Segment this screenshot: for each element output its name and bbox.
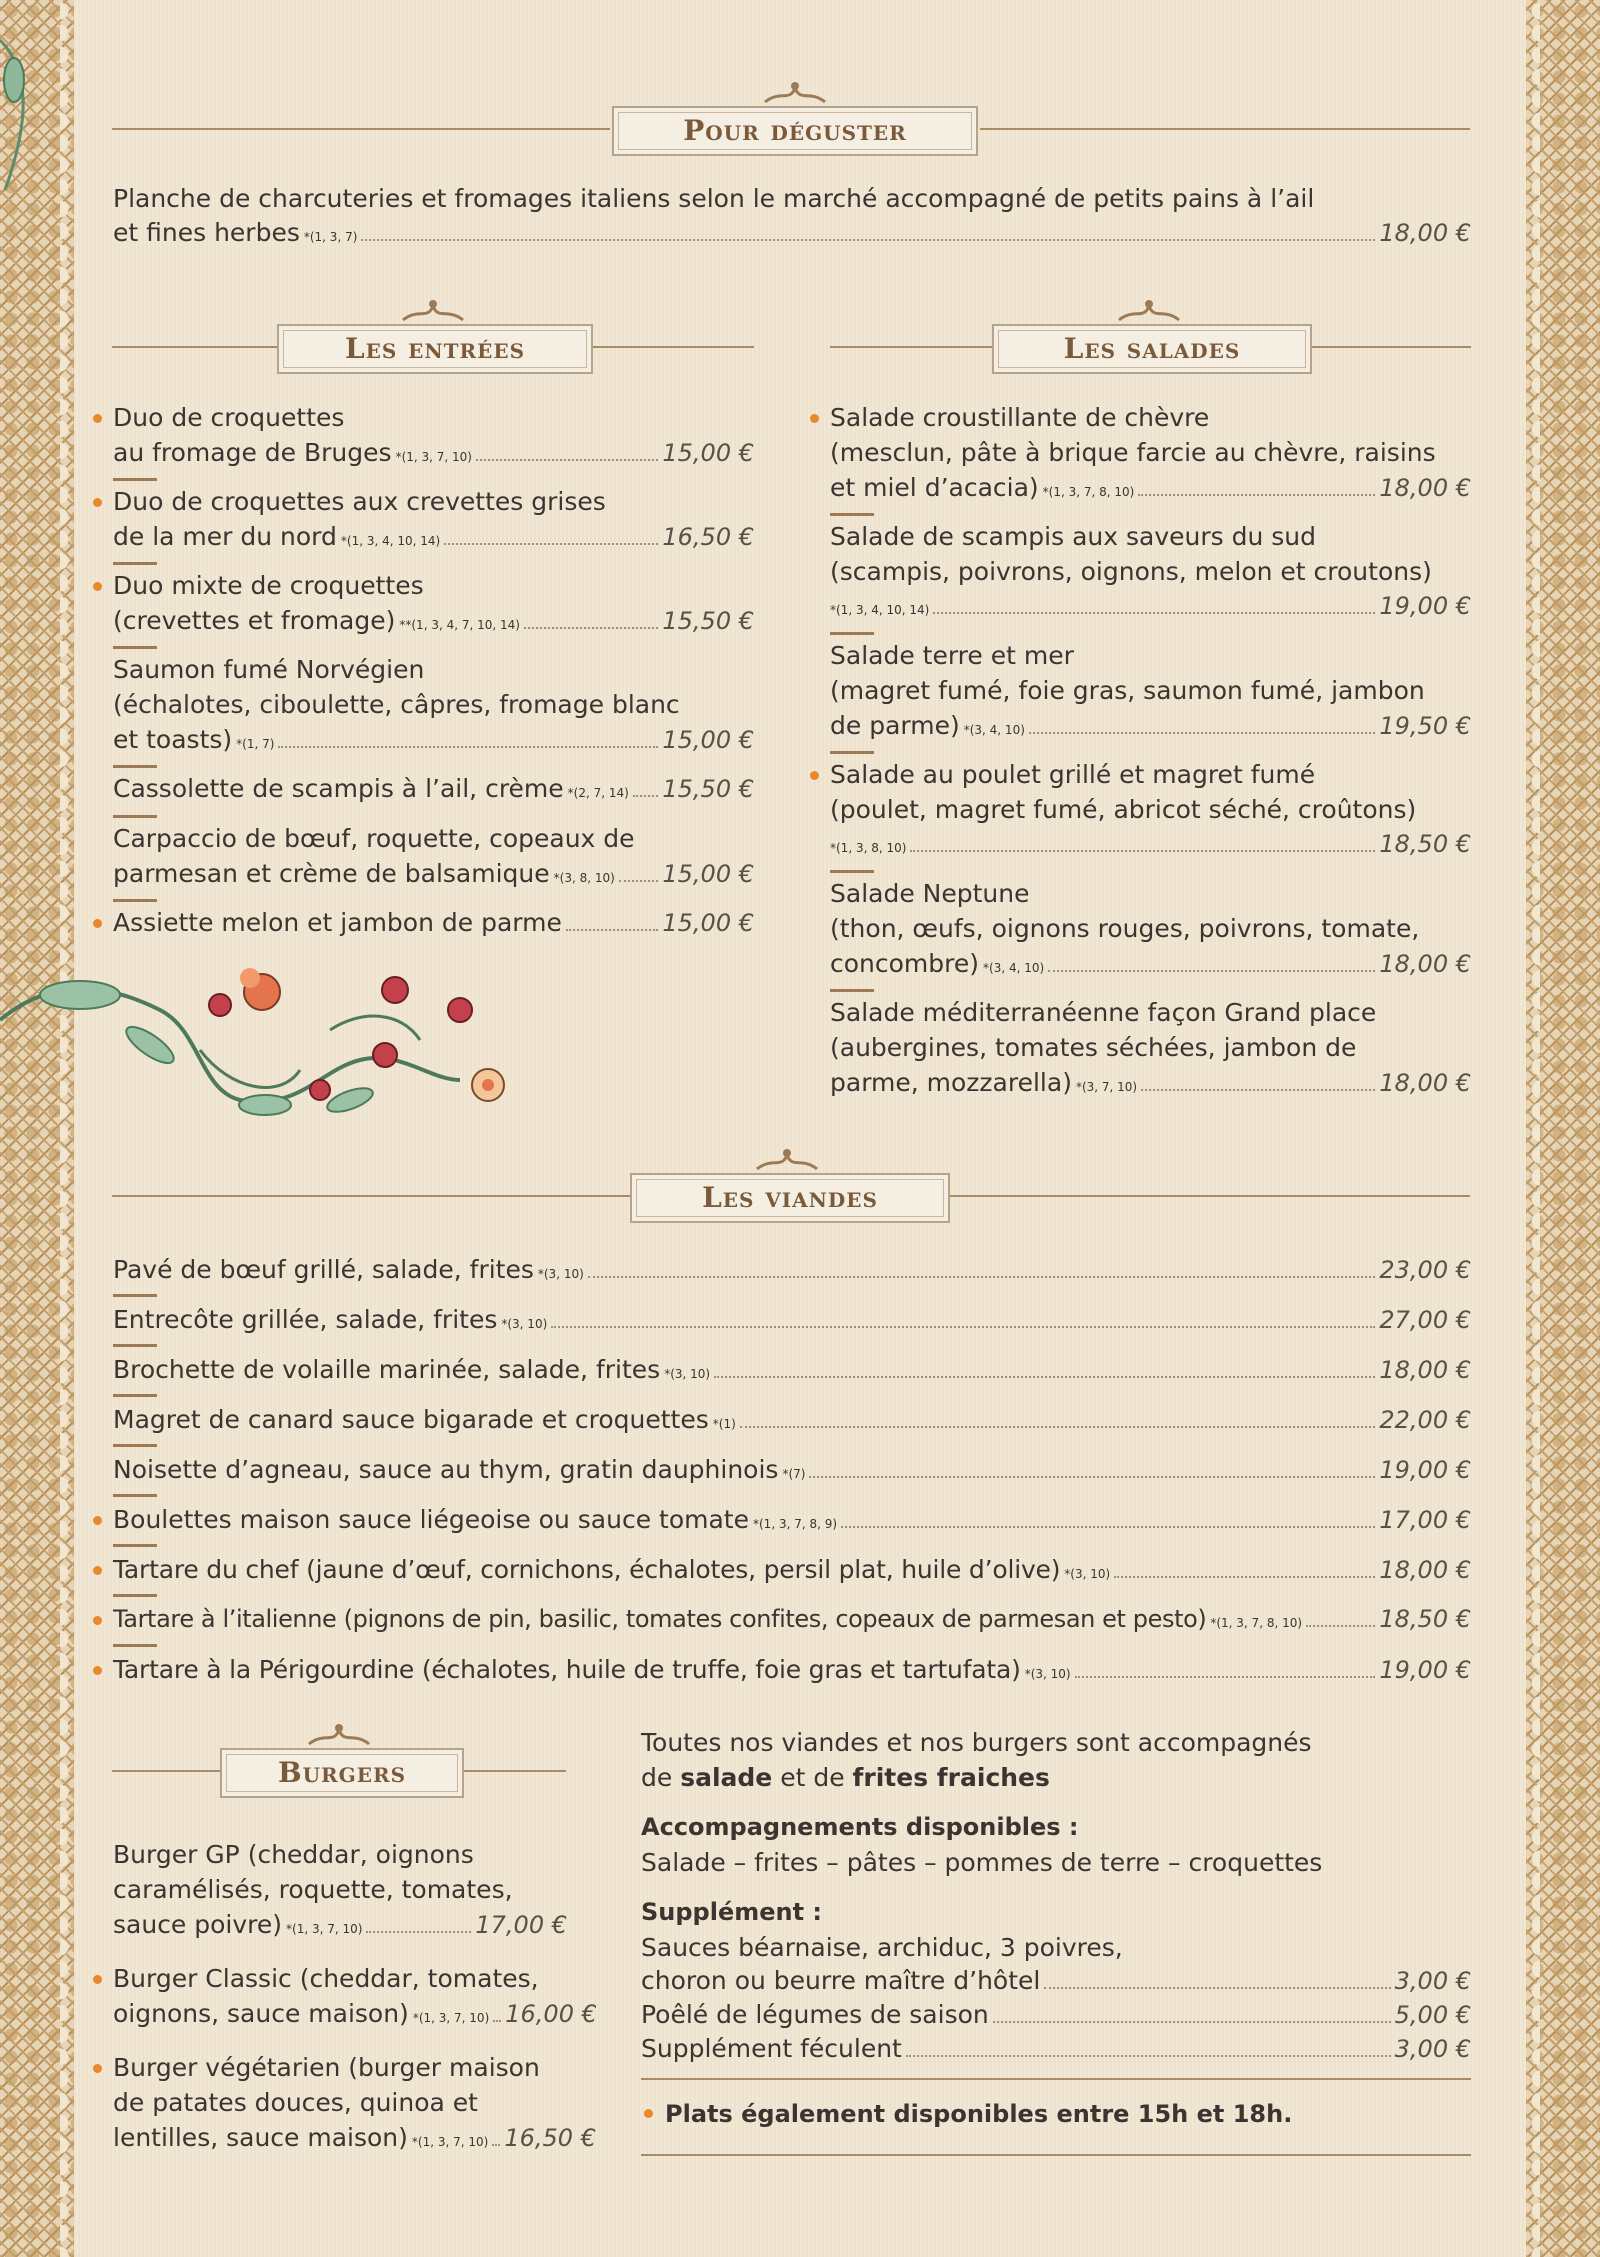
- bullet-dot: [93, 582, 102, 591]
- item-separator: [113, 562, 157, 565]
- leader-dots: [524, 627, 658, 629]
- floral-vine-top-left-icon: [0, 0, 40, 200]
- item-separator: [830, 989, 874, 992]
- item-line: Duo de croquettes: [113, 403, 345, 432]
- item-line: Salade croustillante de chèvre: [830, 403, 1210, 432]
- item-line: Saumon fumé Norvégien: [113, 655, 425, 684]
- menu-item: [113, 821, 754, 892]
- price: 17,00 €: [1379, 1506, 1471, 1534]
- item-last-line: sauce poivre) *(1, 3, 7, 10) 17,00 €: [113, 1907, 567, 1943]
- item-text: Boulettes maison sauce liégeoise ou sauce tomate: [113, 1505, 749, 1534]
- item-text: de parme): [830, 711, 960, 740]
- price: 18,50 €: [1379, 830, 1471, 858]
- leader-dots: [1306, 1625, 1375, 1627]
- item-line: Salade de scampis aux saveurs du sud: [830, 522, 1316, 551]
- supplement-title: Supplément :: [641, 1898, 823, 1926]
- item-text: de la mer du nord: [113, 522, 337, 551]
- floral-vine-left-icon: [0, 950, 530, 1160]
- item-last-line: au fromage de Bruges *(1, 3, 7, 10) 15,00 €: [113, 435, 754, 471]
- item-text: parme, mozzarella): [830, 1068, 1072, 1097]
- menu-item: [113, 1602, 1471, 1637]
- item-line: (mesclun, pâte à brique farcie au chèvre, raisins: [830, 438, 1436, 467]
- bullet-dot: [93, 414, 102, 423]
- section-title: Les viandes: [630, 1173, 950, 1223]
- item-last-line: (crevettes et fromage) **(1, 3, 4, 7, 10, 14) 15,50 €: [113, 603, 754, 639]
- leader-dots: [1044, 1987, 1390, 1989]
- item-last-line: Cassolette de scampis à l’ail, crème *(2, 7, 14) 15,50 €: [113, 771, 754, 807]
- item-text: concombre): [830, 949, 980, 978]
- item-separator: [113, 765, 157, 768]
- price: 3,00 €: [1394, 1967, 1471, 1995]
- item-separator: [113, 1294, 157, 1297]
- price: 3,00 €: [1394, 2035, 1471, 2063]
- item-text: au fromage de Bruges: [113, 438, 392, 467]
- item-line: (scampis, poivrons, oignons, melon et croutons): [830, 557, 1432, 586]
- leader-dots: [906, 2055, 1391, 2057]
- price: 16,50 €: [504, 2124, 596, 2152]
- item-row: Entrecôte grillée, salade, frites *(3, 10) 27,00 €: [113, 1302, 1471, 1338]
- item-row: [641, 1997, 1471, 2033]
- menu-item: [113, 905, 754, 941]
- menu-item: [113, 1252, 1471, 1288]
- bullet-dot: [93, 2064, 102, 2073]
- item-text: Poêlé de légumes de saison: [641, 2000, 989, 2029]
- item-text: Tartare à l’italienne (pignons de pin, basilic, tomates confites, copeaux de parmesan et pesto): [113, 1605, 1207, 1633]
- leader-dots: [493, 2020, 501, 2022]
- menu-item: [113, 1837, 567, 1943]
- item-line: (magret fumé, foie gras, saumon fumé, jambon: [830, 676, 1425, 705]
- ornament-icon: [398, 298, 468, 324]
- menu-item: [830, 400, 1471, 506]
- price: 16,50 €: [662, 523, 754, 551]
- menu-item: [113, 568, 754, 639]
- item-separator: [113, 646, 157, 649]
- item-line: Salade Neptune: [830, 879, 1030, 908]
- price: 18,00 €: [1379, 474, 1471, 502]
- bullet-dot: [810, 771, 819, 780]
- item-line: (thon, œufs, oignons rouges, poivrons, tomate,: [830, 914, 1420, 943]
- accompagnements-title: Accompagnements disponibles :: [641, 1813, 1079, 1841]
- price: 16,00 €: [505, 2000, 597, 2028]
- deguster-item: et fines herbes *(1, 3, 7) 18,00 €: [113, 215, 1471, 251]
- price: 18,00 €: [1379, 1356, 1471, 1384]
- item-last-line: de la mer du nord *(1, 3, 4, 10, 14) 16,50 €: [113, 519, 754, 555]
- item-separator: [113, 1644, 157, 1647]
- menu-item: [113, 1452, 1471, 1488]
- item-row: [641, 2031, 1471, 2067]
- menu-item: [830, 876, 1471, 982]
- item-separator: [113, 1344, 157, 1347]
- item-text: Magret de canard sauce bigarade et croquettes: [113, 1405, 709, 1434]
- price: 15,50 €: [662, 607, 754, 635]
- price: 17,00 €: [475, 1911, 567, 1939]
- item-text: Noisette d’agneau, sauce au thym, gratin dauphinois: [113, 1455, 779, 1484]
- item-row: Brochette de volaille marinée, salade, frites *(3, 10) 18,00 €: [113, 1352, 1471, 1388]
- leader-dots: [633, 795, 659, 797]
- item-text: Assiette melon et jambon de parme: [113, 908, 562, 937]
- info-rule-top: [641, 2078, 1471, 2080]
- leader-dots: [476, 459, 658, 461]
- section-title: Pour déguster: [612, 106, 978, 156]
- leader-dots: [278, 746, 658, 748]
- ornament-icon: [752, 1147, 822, 1173]
- supplement-item: [641, 1963, 1471, 1999]
- menu-item: [830, 995, 1471, 1101]
- item-last-line: concombre) *(3, 4, 10) 18,00 €: [830, 946, 1471, 982]
- item-last-line: parmesan et crème de balsamique *(3, 8, 10) 15,00 €: [113, 856, 754, 892]
- menu-item: [113, 1652, 1471, 1688]
- leader-dots: [910, 850, 1375, 852]
- item-separator: [113, 1394, 157, 1397]
- menu-item: [113, 652, 754, 758]
- price: 18,00 €: [1379, 1069, 1471, 1097]
- item-line: Duo mixte de croquettes: [113, 571, 424, 600]
- price: 23,00 €: [1379, 1256, 1471, 1284]
- item-line: Salade terre et mer: [830, 641, 1074, 670]
- item-last-line: et miel d’acacia) *(1, 3, 7, 8, 10) 18,00 €: [830, 470, 1471, 506]
- item-text: (crevettes et fromage): [113, 606, 396, 635]
- item-row: Tartare à la Périgourdine (échalotes, huile de truffe, foie gras et tartufata) *(3, 10) 19,00 €: [113, 1652, 1471, 1688]
- item-last-line: *(1, 3, 4, 10, 14) 19,00 €: [830, 589, 1471, 624]
- menu-item: [113, 1502, 1471, 1538]
- item-text: sauce poivre): [113, 1910, 283, 1939]
- accompagnements-list: Salade – frites – pâtes – pommes de terre – croquettes: [641, 1848, 1323, 1877]
- item-last-line: [113, 905, 754, 941]
- item-row: [641, 1963, 1471, 1999]
- price: 15,00 €: [662, 439, 754, 467]
- price: 19,00 €: [1379, 592, 1471, 620]
- price: 18,00 €: [1379, 950, 1471, 978]
- section-viandes-header: [112, 1143, 1470, 1223]
- menu-item: [113, 1352, 1471, 1388]
- bullet-dot: [93, 1975, 102, 1984]
- item-last-line: oignons, sauce maison) *(1, 3, 7, 10) 16,00 €: [113, 1996, 567, 2032]
- price: 15,50 €: [662, 775, 754, 803]
- item-last-line: lentilles, sauce maison) *(1, 3, 7, 10) 16,50 €: [113, 2120, 567, 2156]
- menu-item: [830, 638, 1471, 744]
- price: 19,00 €: [1379, 1656, 1471, 1684]
- item-text: lentilles, sauce maison): [113, 2123, 408, 2152]
- deguster-line-1: Planche de charcuteries et fromages italiens selon le marché accompagné de petits pains à l’ail: [113, 184, 1315, 213]
- leader-dots: [361, 239, 1375, 241]
- section-entrees-header: [112, 294, 754, 374]
- price: 18,00 €: [1379, 1556, 1471, 1584]
- price: 27,00 €: [1379, 1306, 1471, 1334]
- item-line: Salade au poulet grillé et magret fumé: [830, 760, 1316, 789]
- menu-item: [113, 484, 754, 555]
- bullet-dot: [93, 1516, 102, 1525]
- ornament-icon: [760, 80, 830, 106]
- leader-dots: [933, 612, 1375, 614]
- info-line-1: Toutes nos viandes et nos burgers sont accompagnés: [641, 1728, 1312, 1757]
- price: 15,00 €: [662, 860, 754, 888]
- leader-dots: [1114, 1576, 1375, 1578]
- item-line: caramélisés, roquette, tomates,: [113, 1875, 513, 1904]
- supplement-item: [641, 1997, 1471, 2033]
- item-separator: [830, 751, 874, 754]
- item-separator: [113, 1544, 157, 1547]
- bullet-dot: [93, 1566, 102, 1575]
- bullet-dot: [93, 1616, 102, 1625]
- supplement-line-1: Sauces béarnaise, archiduc, 3 poivres,: [641, 1933, 1123, 1962]
- item-text: et fines herbes: [113, 218, 300, 247]
- item-separator: [113, 1494, 157, 1497]
- item-line: Duo de croquettes aux crevettes grises: [113, 487, 606, 516]
- price: 22,00 €: [1379, 1406, 1471, 1434]
- leader-dots: [588, 1276, 1376, 1278]
- menu-item: [113, 1302, 1471, 1338]
- section-pour-deguster-header: [112, 76, 1470, 156]
- section-title: Les entrées: [277, 324, 593, 374]
- item-line: (poulet, magret fumé, abricot séché, croûtons): [830, 795, 1417, 824]
- price: 18,50 €: [1379, 1605, 1471, 1633]
- item-text: et miel d’acacia): [830, 473, 1039, 502]
- item-line: Burger Classic (cheddar, tomates,: [113, 1964, 539, 1993]
- item-line: Carpaccio de bœuf, roquette, copeaux de: [113, 824, 635, 853]
- lace-scallop-right: [1522, 0, 1540, 2257]
- menu-item: [113, 1402, 1471, 1438]
- menu-item: [113, 771, 754, 807]
- item-row: Pavé de bœuf grillé, salade, frites *(3, 10) 23,00 €: [113, 1252, 1471, 1288]
- leader-dots: [841, 1526, 1375, 1528]
- section-burgers-header: [112, 1718, 566, 1798]
- item-separator: [113, 1594, 157, 1597]
- section-title: Burgers: [220, 1748, 464, 1798]
- bullet-dot: [93, 1666, 102, 1675]
- leader-dots: [1141, 1089, 1375, 1091]
- item-separator: [830, 870, 874, 873]
- item-last-line: parme, mozzarella) *(3, 7, 10) 18,00 €: [830, 1065, 1471, 1101]
- bullet-dot: [93, 498, 102, 507]
- item-text: Supplément féculent: [641, 2034, 902, 2063]
- supplement-item: [641, 2031, 1471, 2067]
- item-last-line: *(1, 3, 8, 10) 18,50 €: [830, 827, 1471, 862]
- item-text: Tartare à la Périgourdine (échalotes, huile de truffe, foie gras et tartufata): [113, 1655, 1021, 1684]
- item-line: de patates douces, quinoa et: [113, 2088, 478, 2117]
- item-text: et toasts): [113, 725, 233, 754]
- item-text: oignons, sauce maison): [113, 1999, 409, 2028]
- item-text: Brochette de volaille marinée, salade, frites: [113, 1355, 661, 1384]
- leader-dots: [1048, 970, 1375, 972]
- item-last-line: de parme) *(3, 4, 10) 19,50 €: [830, 708, 1471, 744]
- item-row: Tartare à l’italienne (pignons de pin, basilic, tomates confites, copeaux de parmesan et pesto) *(1, 3, 7, 8, 10) 18,50 €: [113, 1602, 1471, 1637]
- price: 19,00 €: [1379, 1456, 1471, 1484]
- menu-item: [830, 757, 1471, 862]
- item-separator: [830, 632, 874, 635]
- item-separator: [113, 1444, 157, 1447]
- item-line: (échalotes, ciboulette, câpres, fromage blanc: [113, 690, 680, 719]
- item-row: Boulettes maison sauce liégeoise ou sauce tomate *(1, 3, 7, 8, 9) 17,00 €: [113, 1502, 1471, 1538]
- leader-dots: [1138, 494, 1375, 496]
- menu-item: [113, 400, 754, 471]
- item-text: Cassolette de scampis à l’ail, crème: [113, 774, 564, 803]
- price: 18,00 €: [1379, 219, 1471, 247]
- leader-dots: [492, 2144, 500, 2146]
- section-title: Les salades: [992, 324, 1312, 374]
- leader-dots: [366, 1931, 471, 1933]
- item-text: choron ou beurre maître d’hôtel: [641, 1966, 1041, 1995]
- leader-dots: [619, 880, 659, 882]
- item-row: Noisette d’agneau, sauce au thym, gratin dauphinois *(7) 19,00 €: [113, 1452, 1471, 1488]
- availability-note: Plats également disponibles entre 15h et 18h.: [665, 2100, 1293, 2128]
- price: 5,00 €: [1394, 2001, 1471, 2029]
- leader-dots: [809, 1476, 1375, 1478]
- item-last-line: et toasts) *(1, 7) 15,00 €: [113, 722, 754, 758]
- leader-dots: [1029, 732, 1376, 734]
- price: 15,00 €: [662, 726, 754, 754]
- item-row: Tartare du chef (jaune d’œuf, cornichons, échalotes, persil plat, huile d’olive) *(3, 10) 18,00 €: [113, 1552, 1471, 1588]
- item-text: Tartare du chef (jaune d’œuf, cornichons, échalotes, persil plat, huile d’olive): [113, 1555, 1061, 1584]
- item-line: (aubergines, tomates séchées, jambon de: [830, 1033, 1357, 1062]
- leader-dots: [566, 929, 659, 931]
- leader-dots: [444, 543, 658, 545]
- ornament-icon: [304, 1722, 374, 1748]
- item-separator: [113, 478, 157, 481]
- menu-item: [113, 1552, 1471, 1588]
- menu-item: [113, 2050, 596, 2156]
- leader-dots: [740, 1426, 1376, 1428]
- menu-item: [113, 1961, 597, 2032]
- item-line: Burger GP (cheddar, oignons: [113, 1840, 474, 1869]
- info-rule-bottom: [641, 2154, 1471, 2156]
- item-text: parmesan et crème de balsamique: [113, 859, 550, 888]
- ornament-icon: [1114, 298, 1184, 324]
- price: 19,50 €: [1379, 712, 1471, 740]
- leader-dots: [1075, 1676, 1376, 1678]
- price: 15,00 €: [662, 909, 754, 937]
- leader-dots: [551, 1326, 1375, 1328]
- leader-dots: [714, 1376, 1375, 1378]
- leader-dots: [993, 2021, 1391, 2023]
- section-salades-header: [830, 294, 1471, 374]
- item-line: Salade méditerranéenne façon Grand place: [830, 998, 1377, 1027]
- item-separator: [113, 899, 157, 902]
- info-line-2: de salade et de frites fraiches: [641, 1763, 1050, 1792]
- bullet-dot: [93, 919, 102, 928]
- item-text: Entrecôte grillée, salade, frites: [113, 1305, 498, 1334]
- note-bullet: [644, 2109, 653, 2118]
- bullet-dot: [810, 414, 819, 423]
- item-row: Magret de canard sauce bigarade et croquettes *(1) 22,00 €: [113, 1402, 1471, 1438]
- item-line: Burger végétarien (burger maison: [113, 2053, 540, 2082]
- menu-item: [830, 519, 1471, 624]
- item-separator: [113, 815, 157, 818]
- item-separator: [830, 513, 874, 516]
- item-text: Pavé de bœuf grillé, salade, frites: [113, 1255, 534, 1284]
